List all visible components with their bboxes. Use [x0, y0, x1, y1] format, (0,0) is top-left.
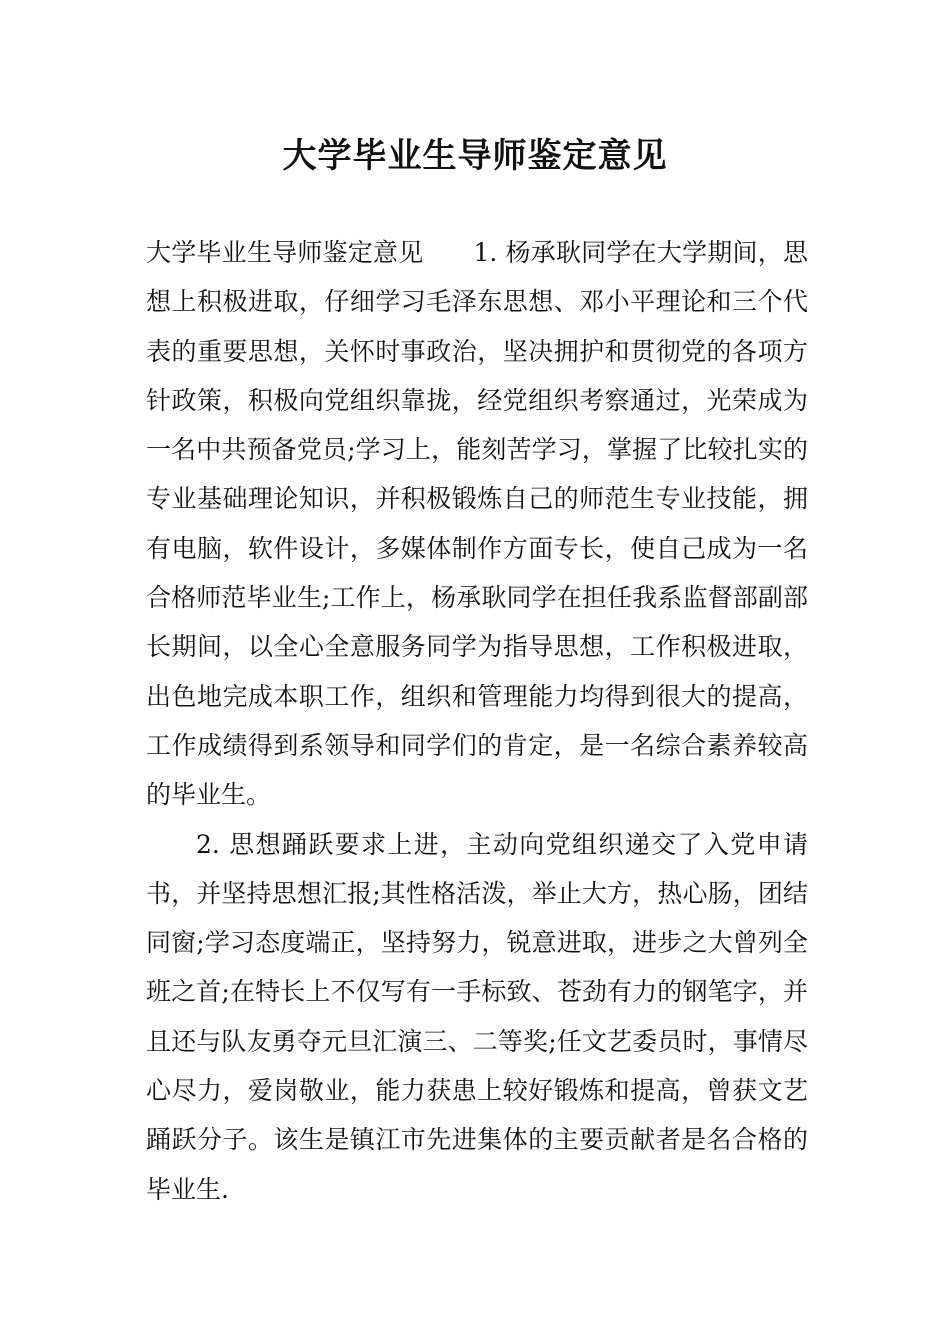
document-body: [146, 228, 808, 1214]
paragraph-1-text: 1. 杨承耿同学在大学期间，思想上积极进取，仔细学习毛泽东思想、邓小平理论和三个代表的重要思想，关怀时事政治，坚决拥护和贯彻党的各项方针政策，积极向党组织靠拢，经党组织考察通过，光荣成为一名中共预备党员;学习上，能刻苦学习，掌握了比较扎实的专业基础理论知识，并积极锻炼自己的师范生专业技能，拥有电脑，软件设计，多媒体制作方面专长，使自己成为一名合格师范毕业生;工作上，杨承耿同学在担任我系监督部副部长期间，以全心全意服务同学为指导思想，工作积极进取，出色地完成本职工作，组织和管理能力均得到很大的提高，工作成绩得到系领导和同学们的肯定，是一名综合素养较高的毕业生。: [146, 238, 808, 810]
paragraph-1: [146, 228, 808, 820]
paragraph-2: [146, 820, 808, 1214]
document-title: 大学毕业生导师鉴定意见: [282, 136, 668, 176]
paragraph-1-lead: 大学毕业生导师鉴定意见: [146, 238, 424, 267]
paragraph-2-text: 2. 思想踊跃要求上进，主动向党组织递交了入党申请书，并坚持思想汇报;其性格活泼，举止大方，热心肠，团结同窗;学习态度端正，坚持努力，锐意进取，进步之大曾列全班之首;在特长上不仅写有一手标致、苍劲有力的钢笔字，并且还与队友勇夺元旦汇演三、二等奖;任文艺委员时，事情尽心尽力，爱岗敬业，能力获患上较好锻炼和提高，曾获文艺踊跃分子。该生是镇江市先进集体的主要贡献者是名合格的毕业生.: [146, 829, 808, 1204]
